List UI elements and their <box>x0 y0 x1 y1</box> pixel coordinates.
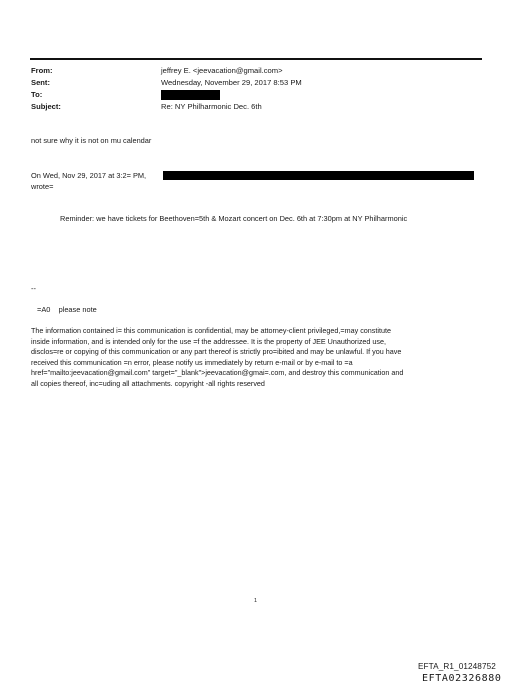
disclaimer-line: disclos=re or copying of this communication or any part thereof is strictly pro=ibited and may be unlawful. If you have <box>31 347 402 357</box>
subject-value: Re: NY Philharmonic Dec. 6th <box>161 102 262 111</box>
signature-dashes: -- <box>31 284 36 293</box>
quote-line-2: wrote= <box>31 182 54 191</box>
sent-value: Wednesday, November 29, 2017 8:53 PM <box>161 78 302 87</box>
redaction-sender <box>163 171 474 180</box>
subject-label: Subject: <box>31 102 61 111</box>
page-number: 1 <box>254 598 258 604</box>
from-label: From: <box>31 66 53 75</box>
bates-ref-2: EFTA02326880 <box>422 673 502 684</box>
reply-line: not sure why it is not on mu calendar <box>31 136 152 145</box>
quote-line-1: On Wed, Nov 29, 2017 at 3:2= PM, <box>31 171 147 180</box>
disclaimer-line: inside information, and is intended only for the use =f the addressee. It is the property of JEE Unauthorized use, <box>31 336 386 346</box>
bates-ref-1: EFTA_R1_01248752 <box>418 662 496 671</box>
disclaimer-paragraph <box>31 326 481 390</box>
sent-label: Sent: <box>31 78 50 87</box>
disclaimer-line: received this communication =n error, please notify us immediately by return e-mail or by e-mail to =a <box>31 357 353 367</box>
redaction-to <box>161 90 220 100</box>
from-value: jeffrey E. <jeevacation@gmail.com> <box>161 66 283 75</box>
disclaimer-line: href="mailto:jeevacation@gmail.com" target="_blank">jeevacation@gmai=.com, and destroy this communication and <box>31 368 404 378</box>
reminder-line: Reminder: we have tickets for Beethoven=5th & Mozart concert on Dec. 6th at 7:30pm at NY Philharmonic <box>60 214 408 223</box>
to-label: To: <box>31 90 43 99</box>
disclaimer-line: The information contained i= this communication is confidential, may be attorney-client privileged,=may constitute <box>31 326 391 335</box>
note-line: =A0 please note <box>37 305 97 314</box>
header-rule <box>30 58 482 60</box>
disclaimer-line: all copies thereof, inc=uding all attachments. copyright -all rights reserved <box>31 378 265 388</box>
